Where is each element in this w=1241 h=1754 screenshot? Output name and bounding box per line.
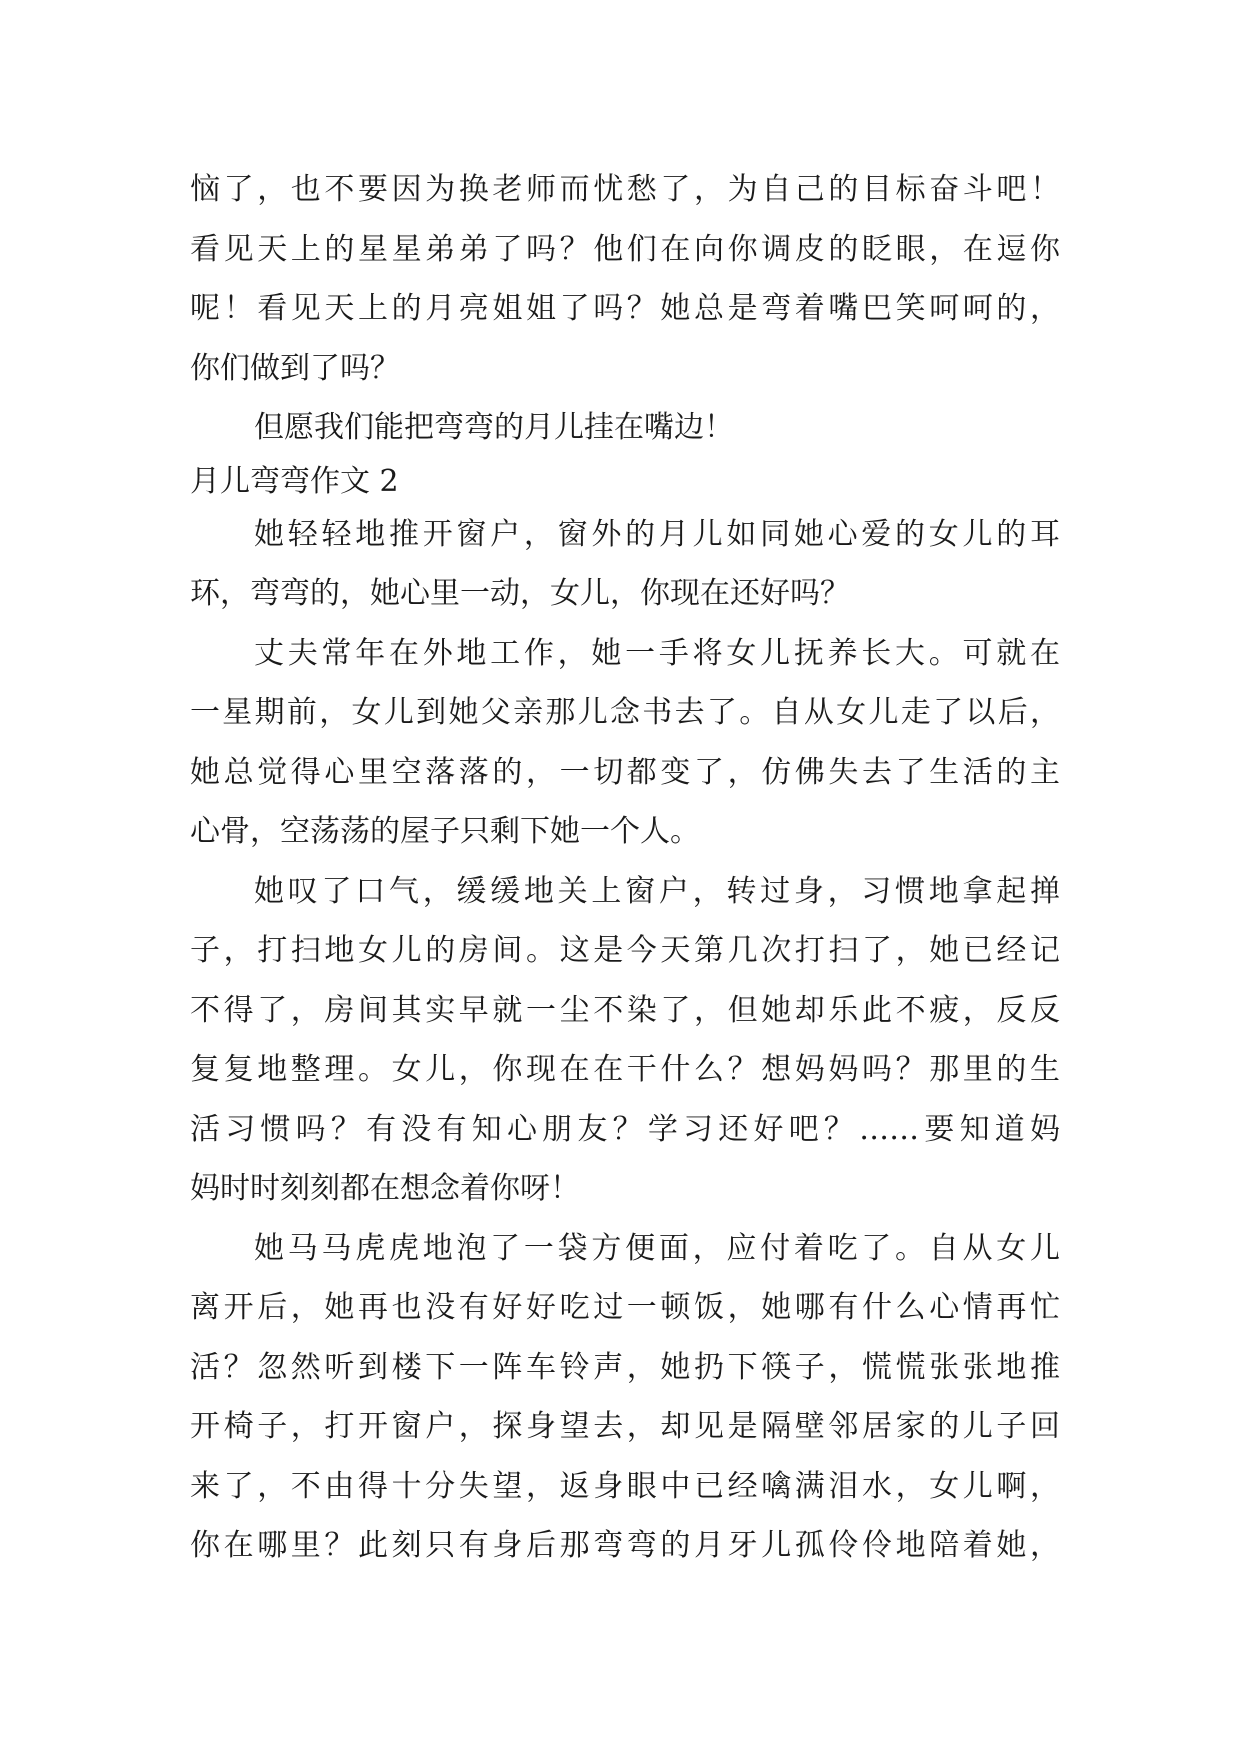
text-line: 不得了，房间其实早就一尘不染了，但她却乐此不疲，反反 (190, 992, 1060, 1028)
text-line: 你在哪里？此刻只有身后那弯弯的月牙儿孤伶伶地陪着她， (190, 1528, 1060, 1563)
text-line: 子，打扫地女儿的房间。这是今天第几次打扫了，她已经记 (190, 933, 1060, 968)
text-line: 她叹了口气，缓缓地关上窗户，转过身，习惯地拿起掸 (254, 873, 1060, 909)
essay-text (190, 160, 1060, 1576)
text-line: 心骨，空荡荡的屋子只剩下她一个人。 (190, 814, 700, 849)
text-line: 她马马虎虎地泡了一袋方便面，应付着吃了。自从女儿 (254, 1230, 1060, 1266)
text-line: 活习惯吗？有没有知心朋友？学习还好吧？……要知道妈 (190, 1111, 1060, 1147)
section-heading: 月儿弯弯作文 2 (190, 463, 399, 499)
text-line: 她轻轻地推开窗户，窗外的月儿如同她心爱的女儿的耳 (254, 516, 1060, 552)
text-line: 离开后，她再也没有好好吃过一顿饭，她哪有什么心情再忙 (190, 1290, 1060, 1325)
text-line: 一星期前，女儿到她父亲那儿念书去了。自从女儿走了以后， (190, 695, 1060, 730)
text-line: 来了，不由得十分失望，返身眼中已经噙满泪水，女儿啊， (190, 1468, 1060, 1504)
text-line: 丈夫常年在外地工作，她一手将女儿抚养长大。可就在 (254, 635, 1060, 671)
text-line: 看见天上的星星弟弟了吗？他们在向你调皮的眨眼，在逗你 (190, 231, 1060, 267)
text-line: 但愿我们能把弯弯的月儿挂在嘴边！ (254, 410, 734, 445)
text-line: 她总觉得心里空落落的，一切都变了，仿佛失去了生活的主 (190, 754, 1060, 790)
text-line: 恼了，也不要因为换老师而忧愁了，为自己的目标奋斗吧！ (190, 172, 1060, 207)
text-line: 活？忽然听到楼下一阵车铃声，她扔下筷子，慌慌张张地推 (190, 1349, 1060, 1385)
text-line: 复复地整理。女儿，你现在在干什么？想妈妈吗？那里的生 (190, 1052, 1060, 1087)
text-line: 环，弯弯的，她心里一动，女儿，你现在还好吗？ (190, 576, 850, 611)
text-line: 开椅子，打开窗户，探身望去，却见是隔壁邻居家的儿子回 (190, 1409, 1060, 1444)
text-line: 呢！看见天上的月亮姐姐了吗？她总是弯着嘴巴笑呵呵的， (190, 291, 1060, 326)
text-line: 你们做到了吗？ (190, 350, 400, 386)
text-line: 妈时时刻刻都在想念着你呀！ (190, 1171, 580, 1206)
